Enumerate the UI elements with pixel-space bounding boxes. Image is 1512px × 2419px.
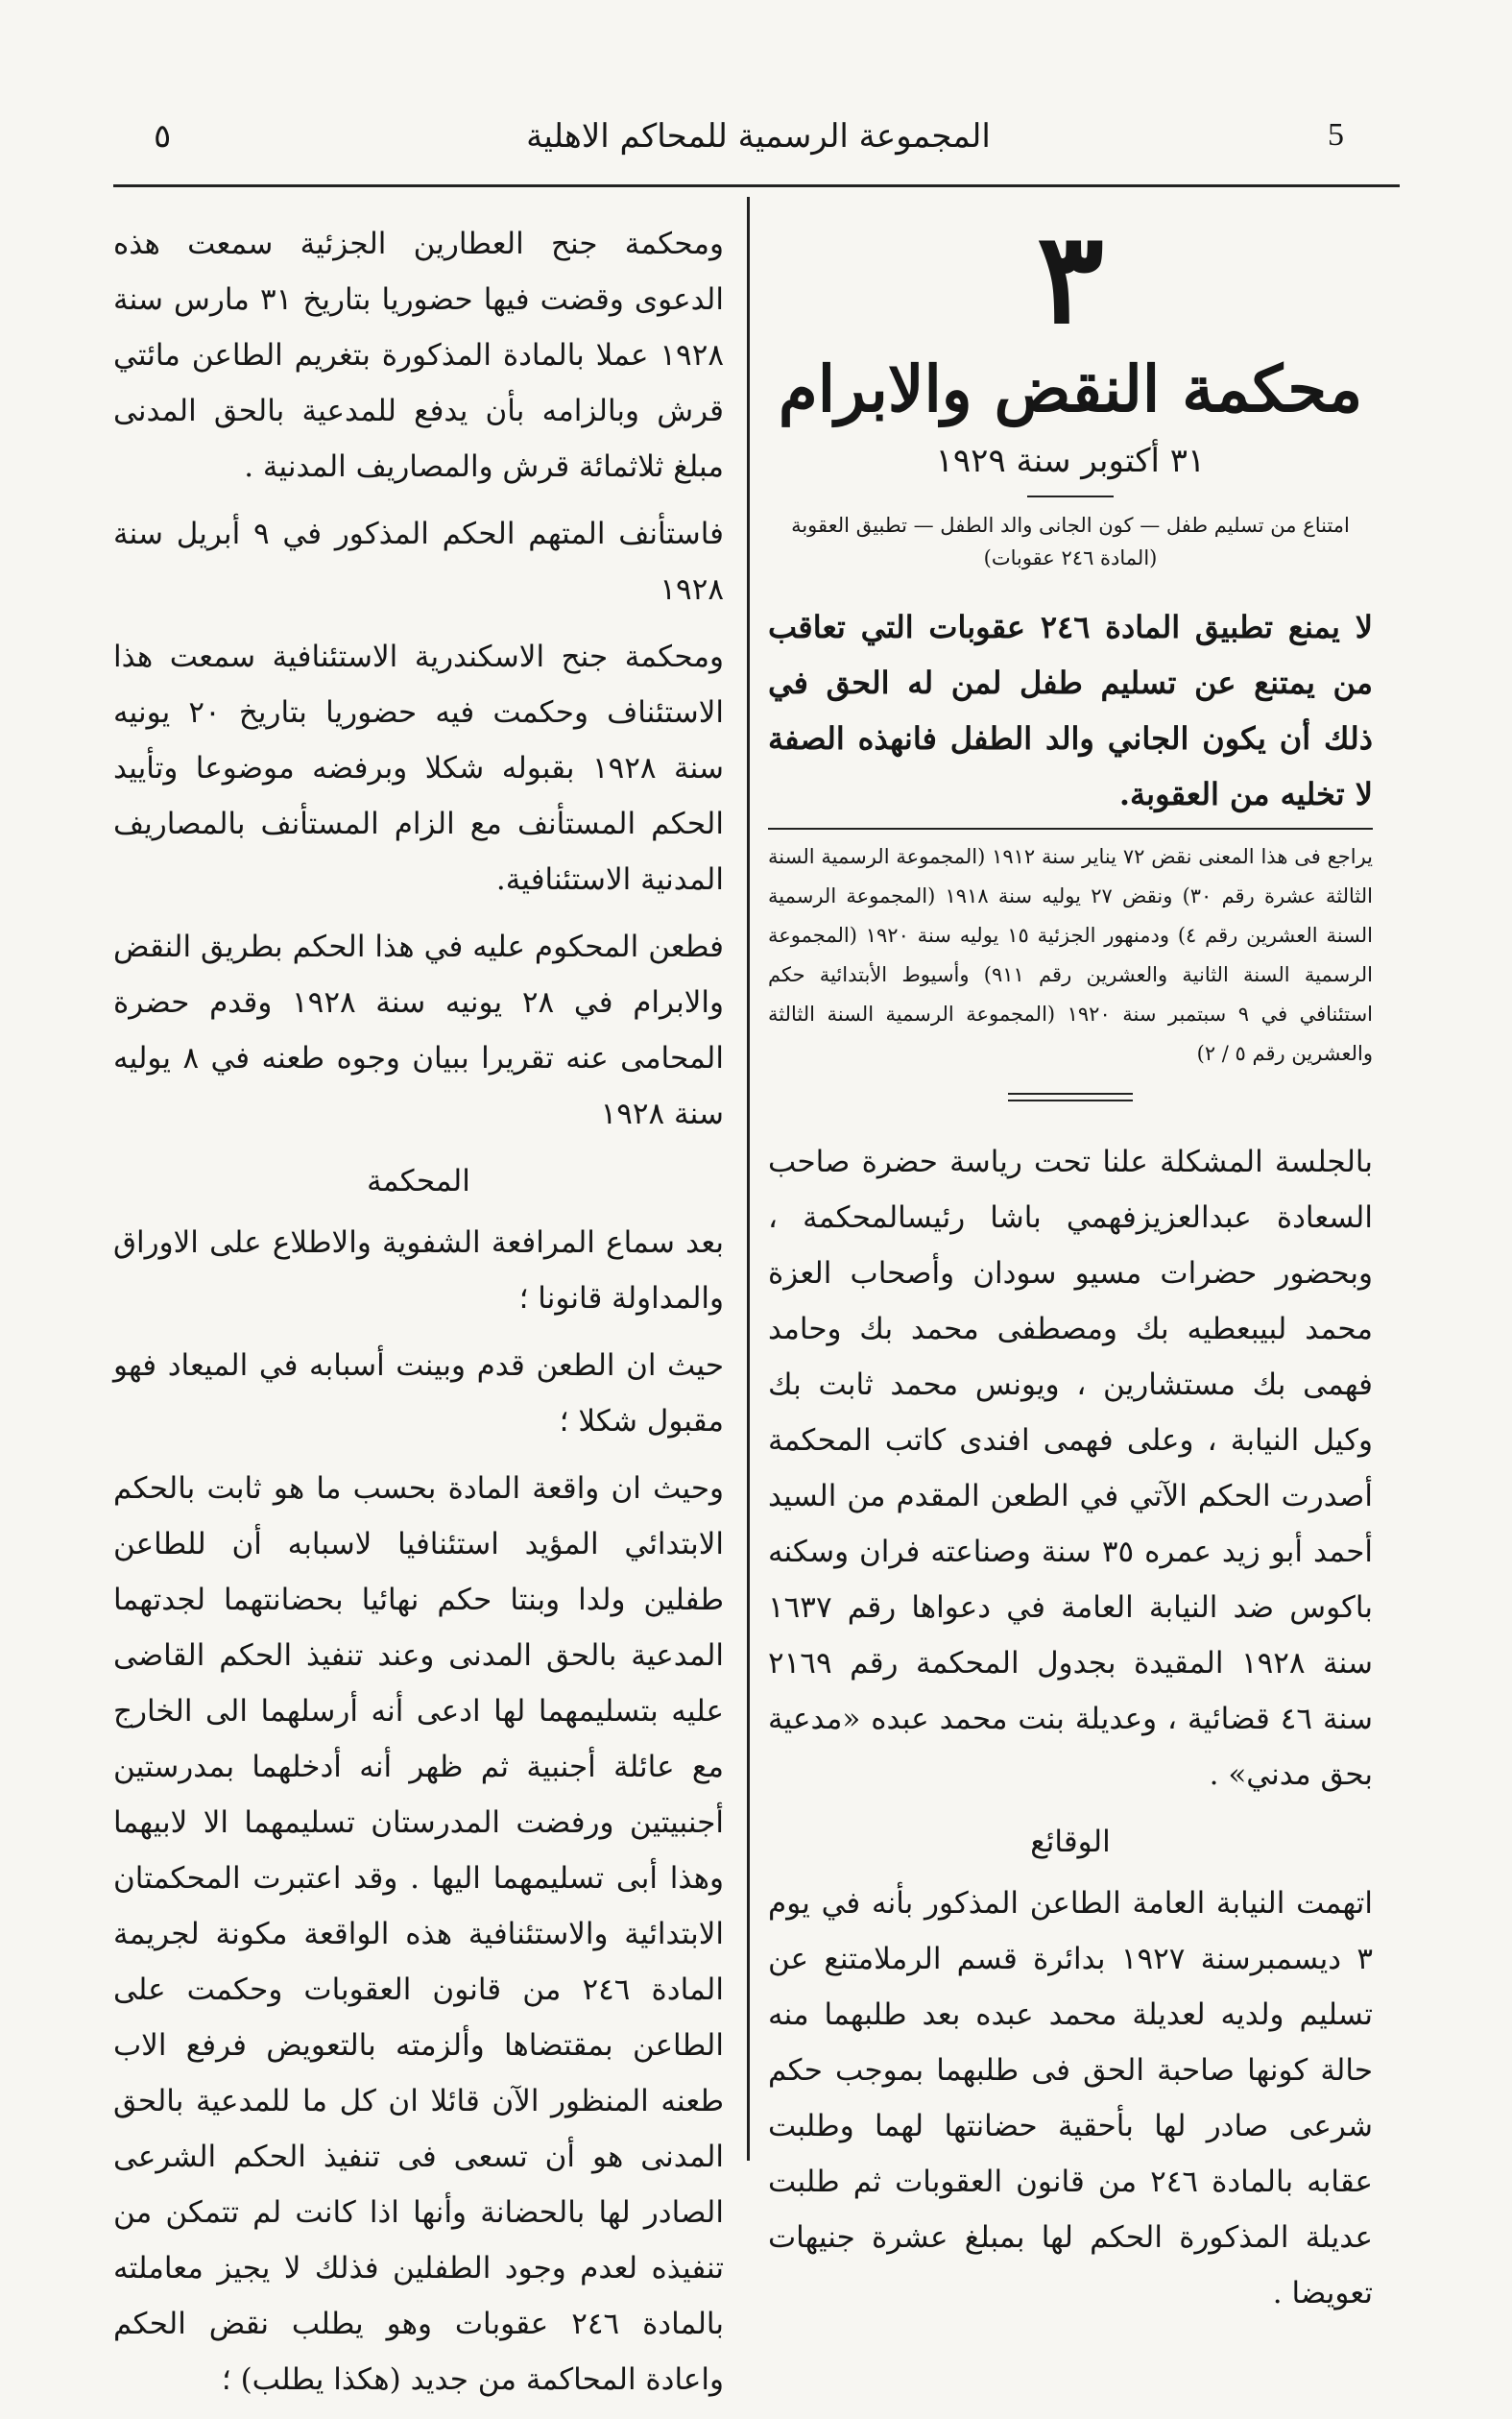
facts-heading: الوقائع (1030, 1825, 1111, 1859)
title-rule (1027, 496, 1114, 497)
case-number: ٣ (1037, 205, 1104, 351)
legal-principle: لا يمنع تطبيق المادة ٢٤٦ عقوبات التي تعاقب من يمتنع عن تسليم طفل لمن له الحق في ذلك أن يكون الجاني والد الطفل فانهذه الصفة لا تخليه من العقوبة. (768, 599, 1373, 830)
court-name: محكمة النقض والابرام (778, 351, 1363, 426)
paragraph: فاستأنف المتهم الحكم المذكور في ٩ أبريل سنة ١٩٢٨ (113, 517, 724, 607)
header-rule (113, 184, 1400, 187)
right-column (768, 205, 1374, 2333)
paragraph: حيث ان الطعن قدم وبينت أسبابه في الميعاد فهو مقبول شكلا ؛ (113, 1348, 724, 1439)
court-heading: المحكمة (367, 1164, 470, 1198)
judgment-date: ٣١ أكتوبر سنة ١٩٢٩ (935, 442, 1206, 480)
paragraph: ومحكمة جنح العطارين الجزئية سمعت هذه الدعوى وقضت فيها حضوريا بتاريخ ٣١ مارس سنة ١٩٢٨ عملا بالمادة المذكورة بتغريم الطاعن مائتي قرش وبالزامه بأن يدفع للمدعية بالحق المدنى مبلغ ثلاثمائة قرش والمصاريف المدنية . (113, 227, 724, 484)
case-keywords: امتناع من تسليم طفل — كون الجانى والد الطفل — تطبيق العقوبة (المادة ٢٤٦ عقوبات) (791, 514, 1350, 569)
left-column (113, 216, 724, 2419)
running-header (115, 117, 1402, 175)
paragraph: فطعن المحكوم عليه في هذا الحكم بطريق النقض والابرام في ٢٨ يونيه سنة ١٩٢٨ وقدم حضرة المحامى عنه تقريرا ببيان وجوه طعنه في ٨ يوليه سنة ١٩٢٨ (113, 930, 724, 1131)
paragraph: وحيث ان واقعة المادة بحسب ما هو ثابت بالحكم الابتدائي المؤيد استئنافيا لاسبابه أن للطاعن طفلين ولدا وبنتا حكم نهائيا بحضانتهما لجدتهما المدعية بالحق المدنى وعند تنفيذ الحكم القاضى عليه بتسليمهما لها ادعى أنه أرسلهما الى الخارج مع عائلة أجنبية ثم ظهر أنه أدخلهما بمدرستين أجنبيتين ورفضت المدرستان تسليمهما الا لابيهما وهذا أبى تسليمهما اليها . وقد اعتبرت المحكمتان الابتدائية والاستئنافية هذه الواقعة مكونة لجريمة المادة ٢٤٦ من قانون العقوبات وحكمت على الطاعن بمقتضاها وألزمته بالتعويض فرفع الاب طعنه المنظور الآن قائلا ان كل ما للمدعية بالحق المدنى هو أن تسعى فى تنفيذ الحكم الشرعى الصادر لها بالحضانة وأنها اذا كانت لم تتمكن من تنفيذه لعدم وجود الطفلين فذلك لا يجيز معاملته بالمادة ٢٤٦ عقوبات وهو يطلب نقض الحكم واعادة المحاكمة من جديد (هكذا يطلب) ؛ (113, 1471, 724, 2397)
case-references: يراجع فى هذا المعنى نقض ٧٢ يناير سنة ١٩١٢ (المجموعة الرسمية السنة الثالثة عشرة رقم ٣٠) ونقض ٢٧ يوليه سنة ١٩١٨ (المجموعة الرسمية السنة العشرين رقم ٤) ودمنهور الجزئية ١٥ يوليه سنة ١٩٢٠ (المجموعة الرسمية السنة الثانية والعشرين رقم ٩١١) وأسيوط الأبتدائية حكم استئنافي في ٩ سبتمبر سنة ١٩٢٠ (المجموعة الرسمية السنة الثالثة والعشرين رقم ٥ / ٢) (768, 845, 1374, 1065)
facts-paragraph: اتهمت النيابة العامة الطاعن المذكور بأنه في يوم ٣ ديسمبرسنة ١٩٢٧ بدائرة قسم الرملامتنع عن تسليم ولديه لعديلة محمد عبده بعد طلبهما منه حالة كونها صاحبة الحق فى طلبهما بموجب حكم شرعى صادر لها بأحقية حضانتها لهما وطلبت عقابه بالمادة ٢٤٦ من قانون العقوبات ثم طلبت عديلة المذكورة الحكم لها بمبلغ عشرة جنيهات تعويضا . (768, 1886, 1373, 2310)
journal-title: المجموعة الرسمية للمحاكم الاهلية (526, 117, 991, 156)
column-divider (747, 197, 750, 2161)
section-double-rule (1008, 1093, 1133, 1101)
paragraph: ومحكمة جنح الاسكندرية الاستئنافية سمعت هذا الاستئناف وحكمت فيه حضوريا بتاريخ ٢٠ يونيه سنة ١٩٢٨ بقبوله شكلا وبرفضه موضوعا وتأييد الحكم المستأنف مع الزام المستأنف بالمصاريف المدنية الاستئنافية. (113, 640, 725, 897)
paragraph: بعد سماع المرافعة الشفوية والاطلاع على الاوراق والمداولة قانونا ؛ (113, 1225, 724, 1316)
page-number-latin: 5 (1328, 117, 1344, 153)
page-number-arabic: ٥ (154, 117, 172, 156)
session-paragraph: بالجلسة المشكلة علنا تحت رياسة حضرة صاحب السعادة عبدالعزيزفهمي باشا رئيسالمحكمة ، وبحضور حضرات مسيو سودان وأصحاب العزة محمد لبيبعطيه بك ومصطفى محمد بك وحامد فهمى بك مستشارين ، ويونس محمد ثابت بك وكيل النيابة ، وعلى فهمى افندى كاتب المحكمة أصدرت الحكم الآتي في الطعن المقدم من السيد أحمد أبو زيد عمره ٣٥ سنة وصناعته فران وسكنه باكوس ضد النيابة العامة في دعواها رقم ١٦٣٧ سنة ١٩٢٨ المقيدة بجدول المحكمة رقم ٢١٦٩ سنة ٤٦ قضائية ، وعديلة بنت محمد عبده «مدعية بحق مدني» . (768, 1145, 1373, 1792)
